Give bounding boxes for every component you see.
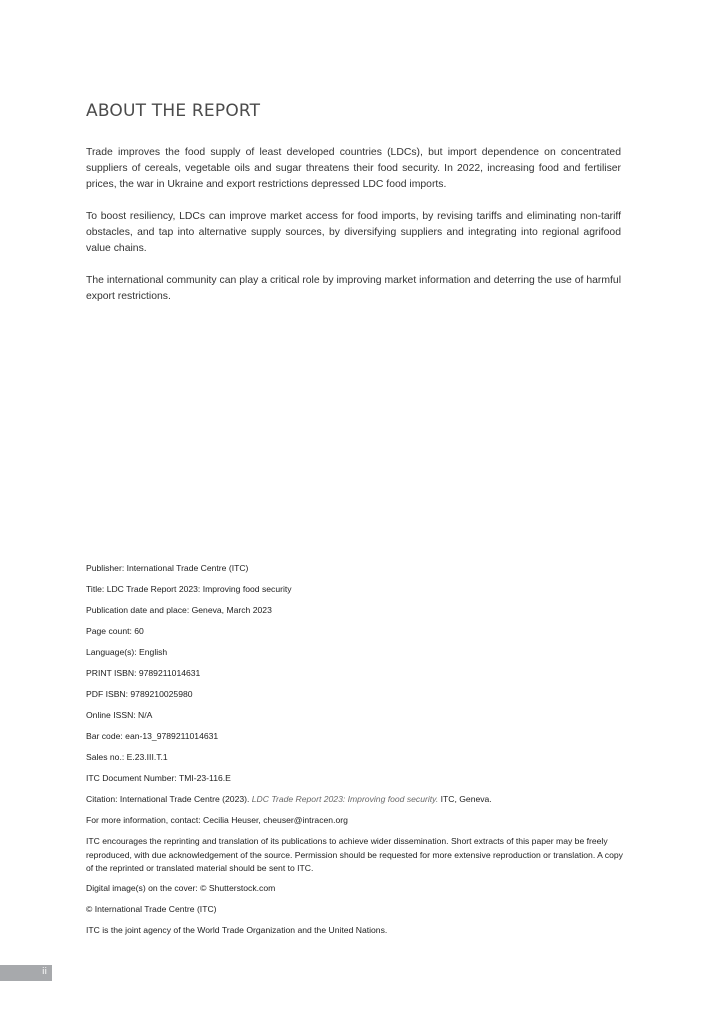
publication-line: Publication date and place: Geneva, March 2023 (86, 605, 272, 615)
print-isbn-line: PRINT ISBN: 9789211014631 (86, 668, 201, 678)
page-count-line: Page count: 60 (86, 626, 144, 636)
citation-title: LDC Trade Report 2023: Improving food security. (251, 794, 439, 804)
page-number: ii (41, 967, 47, 977)
reprint-notice: ITC encourages the reprinting and translation of its publications to achieve wider dissemination. Short extracts of this paper may be freely reproduced, with due acknowledgement of the source. Permission should be requested for more extensive reproduction or translation. A copy of the reprinted or translated material should be sent to ITC. (86, 836, 623, 873)
citation-suffix: ITC, Geneva. (438, 794, 492, 804)
sales-no-line: Sales no.: E.23.III.T.1 (86, 752, 168, 762)
copyright-line: © International Trade Centre (ITC) (86, 903, 217, 914)
pdf-isbn-line: PDF ISBN: 9789210025980 (86, 689, 193, 699)
page-number-tab (0, 965, 52, 981)
online-issn-line: Online ISSN: N/A (86, 710, 153, 720)
about-paragraph-1: Trade improves the food supply of least developed countries (LDCs), but import dependence on concentrated suppliers of cereals, vegetable oils and sugar threatens their food security. In 2022, increasing food and fertiliser prices, the war in Ukraine and export restrictions depressed LDC food imports. (86, 147, 621, 190)
title-line: Title: LDC Trade Report 2023: Improving food security (86, 584, 292, 594)
citation-prefix: Citation: International Trade Centre (2023). (86, 794, 252, 804)
citation-line (86, 793, 623, 805)
agency-line: ITC is the joint agency of the World Trade Organization and the United Nations. (86, 924, 388, 935)
bar-code-line: Bar code: ean-13_9789211014631 (86, 731, 219, 741)
cover-image-credit: Digital image(s) on the cover: © Shutterstock.com (86, 882, 276, 893)
contact-line: For more information, contact: Cecilia Heuser, cheuser@intracen.org (86, 815, 348, 825)
about-report-body (86, 145, 621, 321)
colophon (86, 562, 623, 945)
about-report-heading: ABOUT THE REPORT (86, 101, 261, 121)
publisher-line: Publisher: International Trade Centre (ITC) (86, 563, 249, 573)
languages-line: Language(s): English (86, 647, 168, 657)
about-paragraph-2: To boost resiliency, LDCs can improve market access for food imports, by revising tariffs and eliminating non-tariff obstacles, and tap into alternative supply sources, by diversifying suppliers and integrating into regional agrifood value chains. (86, 211, 621, 254)
about-paragraph-3: The international community can play a critical role by improving market information and deterring the use of harmful export restrictions. (86, 275, 621, 302)
document-number-line: ITC Document Number: TMI-23-116.E (86, 773, 231, 783)
